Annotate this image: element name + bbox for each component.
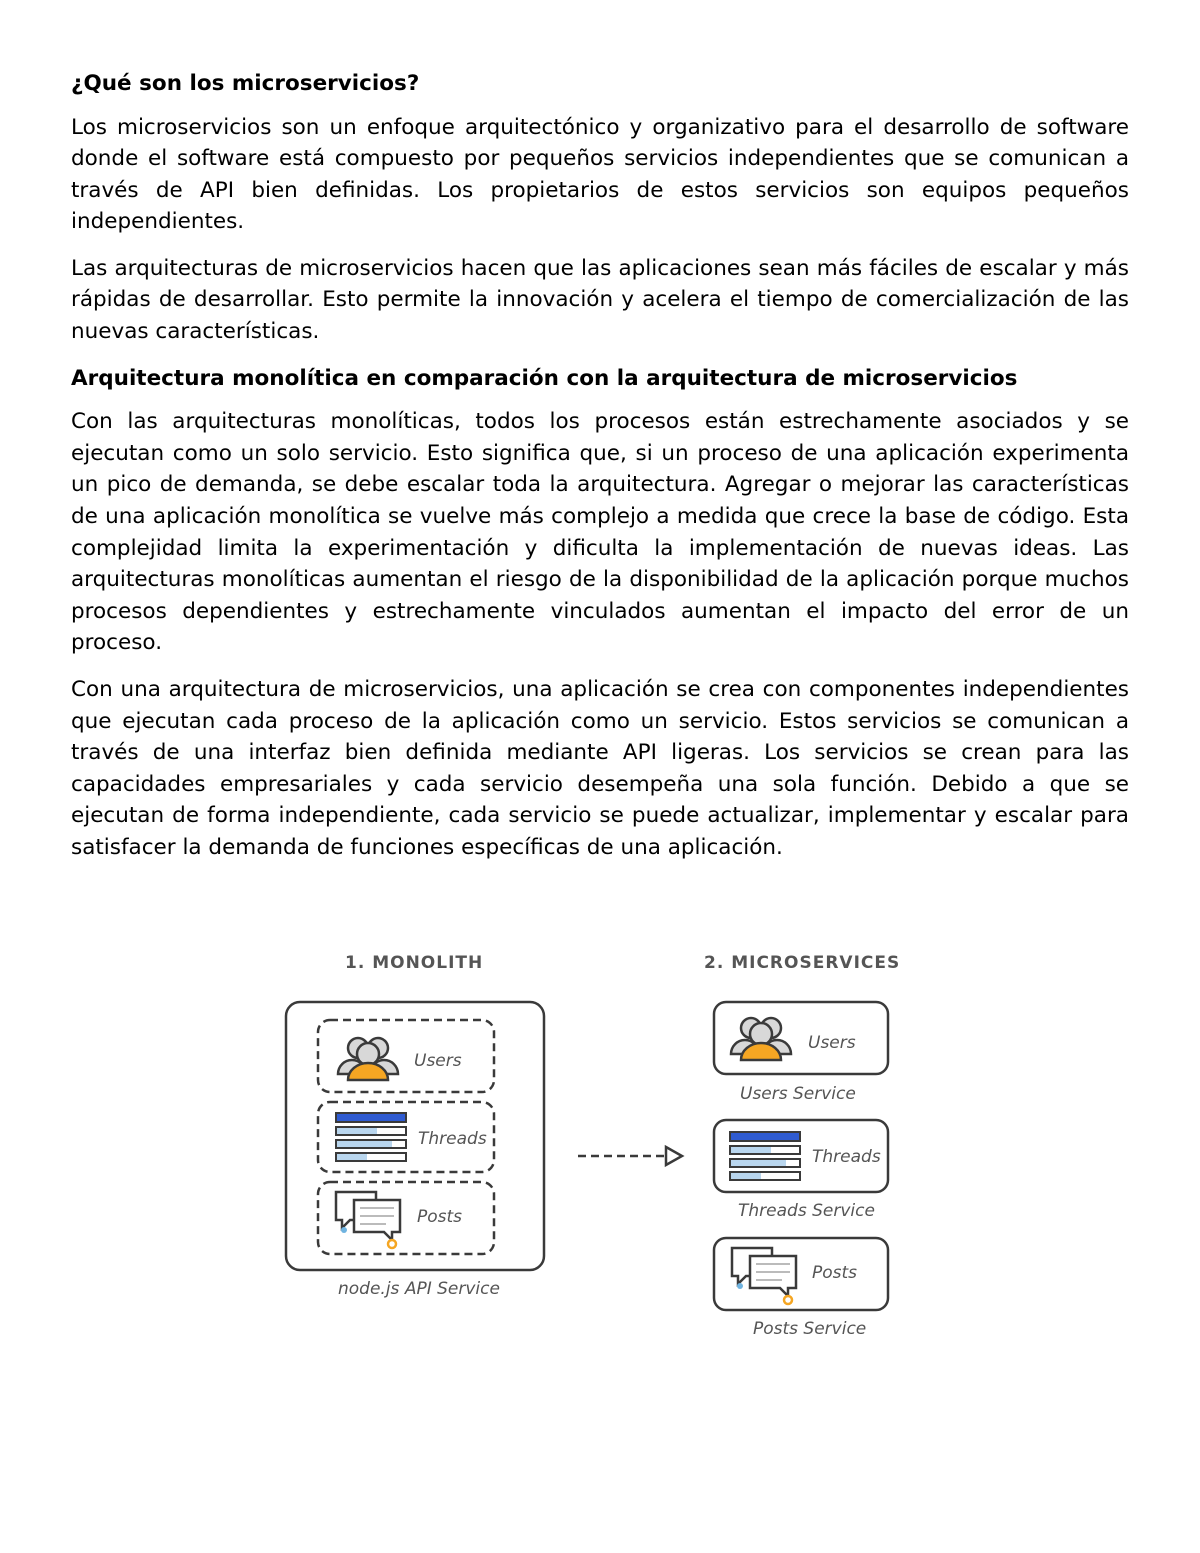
posts-service-caption: Posts Service [753, 1319, 867, 1339]
architecture-diagram [280, 946, 910, 1346]
paragraph-monolith: Con las arquitecturas monolíticas, todos los procesos están estrechamente asociados y se ejecutan como un solo servicio. Esto significa que, si un proceso de una aplicación experimenta un pico de demanda, se debe escalar toda la arquitectura. Agregar o mejorar las características de una aplicación monolítica se vuelve más complejo a medida que crece la base de código. Esta complejidad limita la experimentación y dificulta la implementación de nuevas ideas. Las arquitecturas monolíticas aumentan el riesgo de la disponibilidad de la aplicación porque muchos procesos dependientes y estrechamente vinculados aumentan el impacto del error de un proceso. [71, 409, 1129, 656]
users-service-label: Users [808, 1033, 856, 1053]
monolith-title: 1. MONOLITH [345, 953, 484, 973]
heading-monolith-vs-microservices: Arquitectura monolítica en comparación con la arquitectura de microservicios [71, 365, 1018, 391]
monolith-posts-label: Posts [417, 1207, 463, 1227]
arrow-head-icon [666, 1147, 682, 1165]
monolith-users-label: Users [414, 1051, 462, 1071]
heading-what-are-microservices: ¿Qué son los microservicios? [71, 71, 420, 96]
paragraph-definition: Los microservicios son un enfoque arquitectónico y organizativo para el desarrollo de software donde el software está compuesto por pequeños servicios independientes que se comunican a través de API bien definidas. Los propietarios de estos servicios son equipos pequeños independientes. [71, 114, 1129, 235]
threads-service-label: Threads [812, 1147, 881, 1167]
document-body [71, 68, 1129, 878]
microservices-title: 2. MICROSERVICES [704, 953, 901, 973]
monolith-container [286, 1002, 544, 1270]
monolith-threads-label: Threads [418, 1129, 487, 1149]
threads-service-caption: Threads Service [738, 1201, 875, 1221]
users-service-box [714, 1002, 888, 1074]
users-service-caption: Users Service [740, 1084, 856, 1104]
paragraph-microservices: Con una arquitectura de microservicios, una aplicación se crea con componentes independientes que ejecutan cada proceso de la aplicación como un servicio. Estos servicios se comunican a través de una interfaz bien definida mediante API ligeras. Los servicios se crean para las capacidades empresariales y cada servicio desempeña una sola función. Debido a que se ejecutan de forma independiente, cada servicio se puede actualizar, implementar y escalar para satisfacer la demanda de funciones específicas de una aplicación. [71, 676, 1129, 860]
monolith-footer: node.js API Service [338, 1279, 500, 1299]
posts-service-label: Posts [812, 1263, 858, 1283]
paragraph-benefits: Las arquitecturas de microservicios hacen que las aplicaciones sean más fáciles de escalar y más rápidas de desarrollar. Esto permite la innovación y acelera el tiempo de comercialización de las nuevas características. [71, 255, 1129, 345]
